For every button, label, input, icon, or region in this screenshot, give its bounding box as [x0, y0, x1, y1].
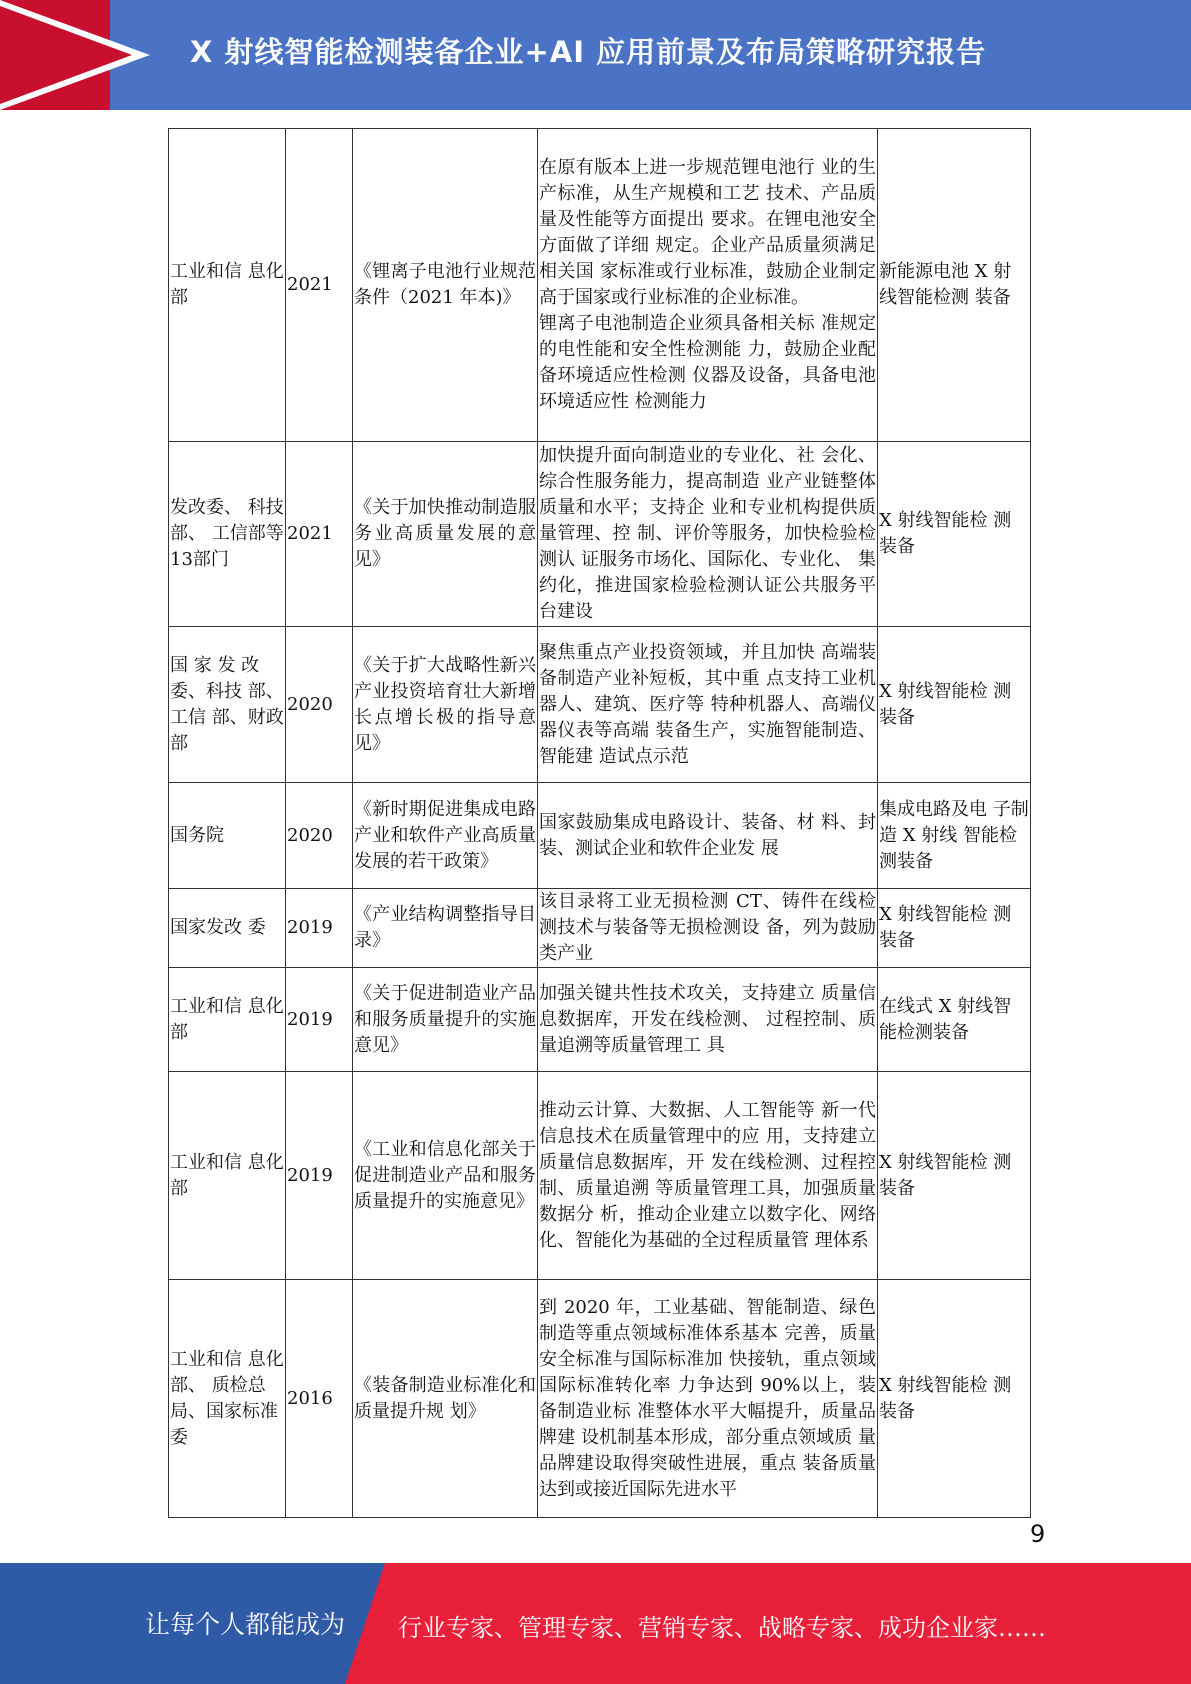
year-cell: 2020	[286, 783, 353, 889]
table-row	[169, 442, 1031, 627]
dept-cell: 工业和信 息化部、 质检总 局、国家标准委	[169, 1280, 286, 1518]
table-row	[169, 968, 1031, 1072]
report-title: X 射线智能检测装备企业+AI 应用前景及布局策略研究报告	[190, 35, 987, 69]
table-row	[169, 129, 1031, 442]
content-cell: 聚焦重点产业投资领域，并且加快 高端装备制造产业补短板，其中重 点支持工业机器人、建筑、医疗等 特种机器人、高端仪器仪表等高端 装备生产，实施智能制造、智能建 造试点示范	[538, 627, 878, 783]
year-cell: 2016	[286, 1280, 353, 1518]
content-cell: 在原有版本上进一步规范锂电池行 业的生产标准，从生产规模和工艺 技术、产品质量及性能等方面提出 要求。在锂电池安全方面做了详细 规定。企业产品质量须满足相关国 家标准或行业标准，鼓励企业制定 高于国家或行业标准的企业标准。 锂离子电池制造企业须具备相关标 准规定的电性能和安全性检测能 力，鼓励企业配备环境适应性检测 仪器及设备，具备电池环境适应性 检测能力	[538, 129, 878, 442]
equipment-cell: X 射线智能检 测装备	[878, 1280, 1031, 1518]
report-header	[0, 0, 1191, 110]
dept-cell: 工业和信 息化部	[169, 968, 286, 1072]
equipment-cell: X 射线智能检 测装备	[878, 1072, 1031, 1280]
document-cell: 《关于促进制造业产品和服务质量提升的实施意见》	[353, 968, 538, 1072]
policy-table	[168, 128, 1031, 1518]
year-cell: 2019	[286, 1072, 353, 1280]
document-cell: 《关于加快推动制造服务业高质量发展的意见》	[353, 442, 538, 627]
equipment-cell: 新能源电池 X 射线智能检测 装备	[878, 129, 1031, 442]
table-row	[169, 1280, 1031, 1518]
table-row	[169, 1072, 1031, 1280]
content-cell: 国家鼓励集成电路设计、装备、材 料、封装、测试企业和软件企业发 展	[538, 783, 878, 889]
content-cell: 到 2020 年，工业基础、智能制造、绿色制造等重点领域标准体系基本 完善，质量安全标准与国际标准加 快接轨，重点领域国际标准转化率 力争达到 90%以上，装备制造业标 准整体水平大幅提升，质量品牌建 设机制基本形成，部分重点领域质 量品牌建设取得突破性进展，重点 装备质量达到或接近国际先进水平	[538, 1280, 878, 1518]
equipment-cell: X 射线智能检 测装备	[878, 442, 1031, 627]
document-cell: 《关于扩大战略性新兴产业投资培育壮大新增长点增长极的指导意见》	[353, 627, 538, 783]
content-cell: 该目录将工业无损检测 CT、铸件在线检测技术与装备等无损检测设 备，列为鼓励类产业	[538, 889, 878, 968]
table-row	[169, 783, 1031, 889]
content-cell: 加快提升面向制造业的专业化、社 会化、综合性服务能力，提高制造 业产业链整体质量和水平；支持企 业和专业机构提供质量管理、控 制、评价等服务，加快检验检测认 证服务市场化、国际化、专业化、 集约化，推进国家检验检测认证公共服务平台建设	[538, 442, 878, 627]
document-cell: 《产业结构调整指导目录》	[353, 889, 538, 968]
dept-cell: 工业和信 息化部	[169, 1072, 286, 1280]
footer-slogan-left: 让每个人都能成为	[145, 1610, 346, 1639]
equipment-cell: 集成电路及电 子制造 X 射线 智能检测装备	[878, 783, 1031, 889]
document-cell: 《新时期促进集成电路产业和软件产业高质量发展的若干政策》	[353, 783, 538, 889]
dept-cell: 工业和信 息化部	[169, 129, 286, 442]
page-number: 9	[1030, 1520, 1046, 1548]
document-cell: 《装备制造业标准化和质量提升规 划》	[353, 1280, 538, 1518]
content-cell: 加强关键共性技术攻关，支持建立 质量信息数据库，开发在线检测、 过程控制、质量追溯等质量管理工 具	[538, 968, 878, 1072]
year-cell: 2019	[286, 889, 353, 968]
year-cell: 2019	[286, 968, 353, 1072]
year-cell: 2020	[286, 627, 353, 783]
equipment-cell: X 射线智能检 测装备	[878, 889, 1031, 968]
dept-cell: 国家发改 委	[169, 889, 286, 968]
header-arrow-icon	[0, 6, 132, 104]
table-row	[169, 627, 1031, 783]
dept-cell: 国务院	[169, 783, 286, 889]
year-cell: 2021	[286, 442, 353, 627]
equipment-cell: X 射线智能检 测装备	[878, 627, 1031, 783]
year-cell: 2021	[286, 129, 353, 442]
footer-slogan-right: 行业专家、管理专家、营销专家、战略专家、成功企业家……	[398, 1614, 1046, 1642]
table-row	[169, 889, 1031, 968]
content-cell: 推动云计算、大数据、人工智能等 新一代信息技术在质量管理中的应 用，支持建立质量信息数据库，开 发在线检测、过程控制、质量追溯 等质量管理工具，加强质量数据分 析，推动企业建立以数字化、网络 化、智能化为基础的全过程质量管 理体系	[538, 1072, 878, 1280]
document-cell: 《锂离子电池行业规范条件（2021 年本)》	[353, 129, 538, 442]
page-footer	[0, 1563, 1191, 1684]
equipment-cell: 在线式 X 射线智能检测装备	[878, 968, 1031, 1072]
document-cell: 《工业和信息化部关于促进制造业产品和服务质量提升的实施意见》	[353, 1072, 538, 1280]
dept-cell: 国 家 发 改 委、科技 部、工信 部、财政 部	[169, 627, 286, 783]
policy-table-body	[169, 129, 1031, 1518]
dept-cell: 发改委、 科技部、 工信部等 13部门	[169, 442, 286, 627]
